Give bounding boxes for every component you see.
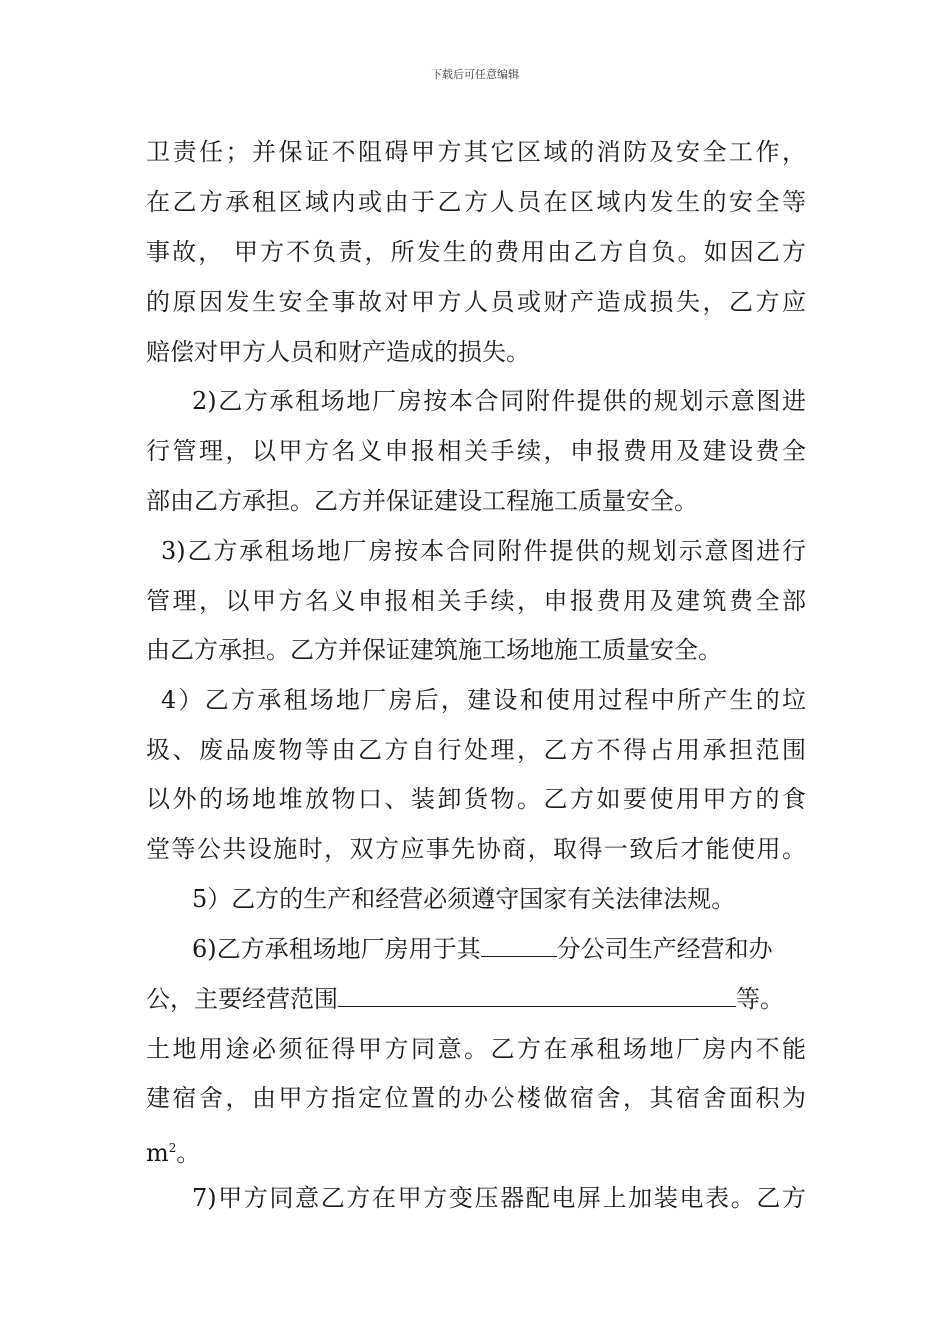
text-segment: 等。	[736, 985, 784, 1013]
text-line: 土地用途必须征得甲方同意。乙方在承租场地厂房内不能	[146, 1035, 806, 1063]
text-segment: 公，主要经营范围	[146, 985, 338, 1013]
text-line: 4）乙方承租场地厂房后，建设和使用过程中所产生的垃	[161, 686, 806, 714]
text-line: 在乙方承租区域内或由于乙方人员在区域内发生的安全等	[146, 188, 806, 216]
text-segment: 分公司生产经营和办	[556, 935, 773, 963]
text-line: 由乙方承担。乙方并保证建筑施工场地施工质量安全。	[146, 636, 722, 664]
text-line-with-superscript	[146, 1133, 806, 1168]
text-line: 2)乙方承租场地厂房按本合同附件提供的规划示意图进	[192, 387, 806, 415]
text-line: 事故， 甲方不负责，所发生的费用由乙方自负。如因乙方	[146, 238, 806, 266]
text-line: 建宿舍，由甲方指定位置的办公楼做宿舍，其宿舍面积为	[146, 1084, 806, 1112]
page-header: 下载后可任意编辑	[431, 68, 519, 81]
text-line: 卫责任；并保证不阻碍甲方其它区域的消防及安全工作，	[146, 138, 806, 166]
text-line: 3)乙方承租场地厂房按本合同附件提供的规划示意图进行	[161, 537, 806, 565]
text-line-with-blank	[146, 984, 806, 1014]
text-segment: 。	[176, 1139, 201, 1167]
text-segment: 6)乙方承租场地厂房用于其	[192, 935, 481, 963]
text-line: 以外的场地堆放物口、装卸货物。乙方如要使用甲方的食	[146, 785, 806, 813]
text-line: 圾、废品废物等由乙方自行处理，乙方不得占用承担范围	[146, 736, 806, 764]
text-line: 7)甲方同意乙方在甲方变压器配电屏上加装电表。乙方	[192, 1184, 806, 1212]
fill-in-blank	[481, 934, 557, 957]
text-line: 堂等公共设施时，双方应事先协商，取得一致后才能使用。	[146, 835, 806, 863]
text-line: 5）乙方的生产和经营必须遵守国家有关法律法规。	[192, 885, 736, 913]
text-line: 行管理，以甲方名义申报相关手续，申报费用及建设费全	[146, 437, 806, 465]
superscript: 2	[168, 1141, 177, 1155]
text-line: 管理，以甲方名义申报相关手续，申报费用及建筑费全部	[146, 587, 806, 615]
text-line: 的原因发生安全事故对甲方人员或财产造成损失，乙方应	[146, 288, 806, 316]
text-line-with-blank	[192, 934, 806, 964]
unit-text: m	[146, 1139, 169, 1167]
fill-in-blank	[338, 984, 736, 1007]
text-line: 赔偿对甲方人员和财产造成的损失。	[146, 338, 530, 366]
text-line: 部由乙方承担。乙方并保证建设工程施工质量安全。	[146, 487, 698, 515]
